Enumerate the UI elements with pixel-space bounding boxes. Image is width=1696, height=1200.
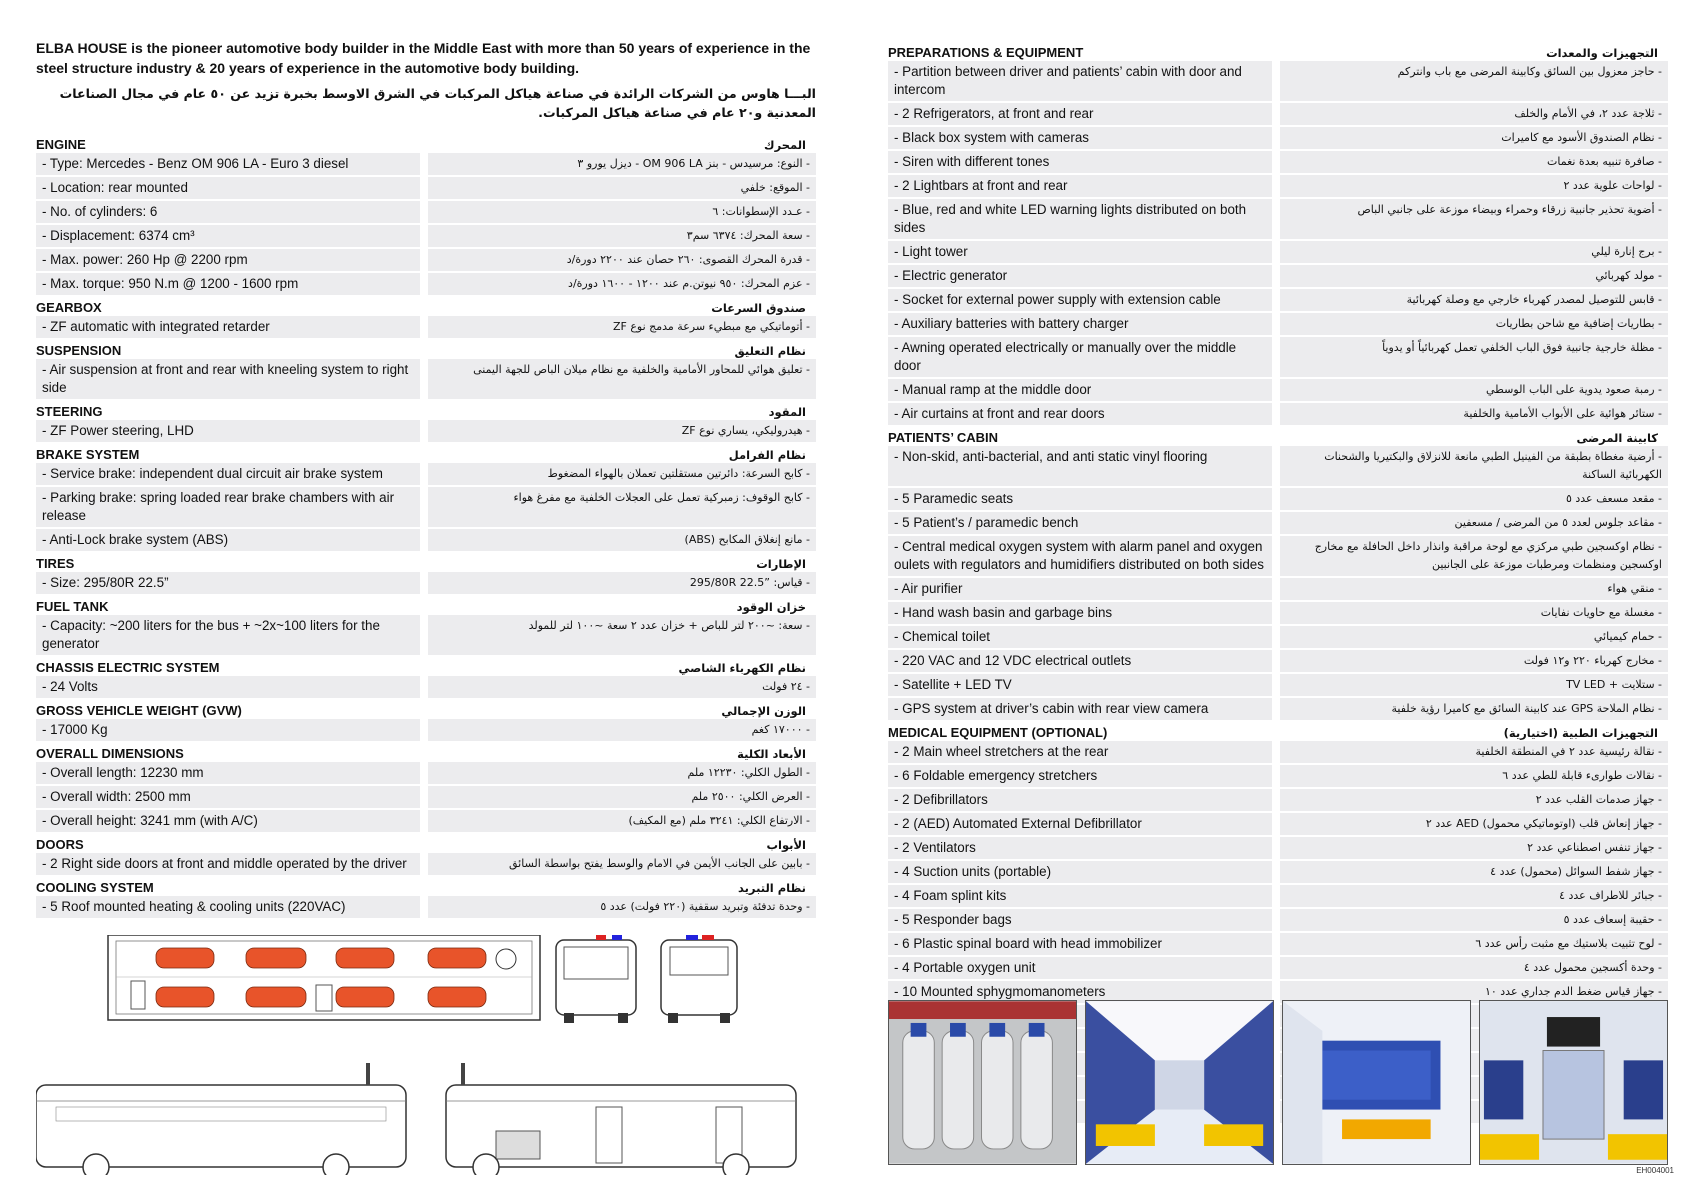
spec-arabic: - حقيبة إسعاف عدد ٥: [1280, 907, 1668, 931]
spec-row: [888, 311, 1668, 335]
spec-row: [888, 149, 1668, 173]
spec-row: [36, 676, 816, 698]
spec-arabic: - وحدة أكسجين محمول عدد ٤: [1280, 955, 1668, 979]
spec-row: [36, 463, 816, 485]
spec-english: - Overall length: 12230 mm: [36, 762, 420, 784]
spec-row: [36, 615, 816, 655]
spec-english: - Capacity: ~200 liters for the bus + ~2x~100 liters for the generator: [36, 615, 420, 655]
spec-row: [36, 223, 816, 247]
spec-english: - Size: 295/80R 22.5”: [36, 572, 420, 594]
spec-english: - 2 Main wheel stretchers at the rear: [888, 741, 1272, 763]
spec-arabic: - بابين على الجانب الأيمن في الامام والوسط يفتح بواسطة السائق: [428, 853, 816, 875]
section-title-english: FUEL TANK: [36, 599, 109, 614]
section-title-arabic: التجهيزات الطبية (اختيارية): [1503, 726, 1658, 740]
right-page: [888, 0, 1674, 1200]
spec-row: [36, 572, 816, 594]
spec-english: - Awning operated electrically or manually over the middle door: [888, 335, 1272, 377]
intro-english: ELBA HOUSE is the pioneer automotive body builder in the Middle East with more than 50 years of experience in the steel structure industry & 20 years of experience in the automotive body building.: [36, 40, 811, 76]
spec-arabic: - قابس للتوصيل لمصدر كهرباء خارجي مع وصلة كهربائية: [1280, 287, 1668, 311]
left-side-view-drawing: [36, 1063, 406, 1175]
spec-arabic: - الموقع: خلفي: [428, 175, 816, 199]
spec-arabic: - أتوماتيكي مع مبطيء سرعة مدمج نوع ZF: [428, 316, 816, 338]
spec-arabic: - لواحات علوية عدد ٢: [1280, 173, 1668, 197]
section-heading: [888, 40, 1668, 61]
spec-english: - 220 VAC and 12 VDC electrical outlets: [888, 648, 1272, 672]
section-heading: [36, 594, 816, 615]
spec-row: [888, 576, 1668, 600]
spec-row: [888, 835, 1668, 859]
section-title-english: BRAKE SYSTEM: [36, 447, 140, 462]
section-title-english: GROSS VEHICLE WEIGHT (GVW): [36, 703, 242, 718]
spec-arabic: - أضوية تحذير جانبية زرقاء وحمراء وبيضاء موزعة على جانبي الباص: [1280, 197, 1668, 239]
spec-row: [888, 672, 1668, 696]
spec-row: [888, 263, 1668, 287]
spec-arabic: - سعة: ~٢٠٠ لتر للباص + خزان عدد ٢ سعة ~١٠٠ لتر للمولد: [428, 615, 816, 655]
spec-english: - Overall width: 2500 mm: [36, 784, 420, 808]
spec-row: [888, 61, 1668, 101]
spec-english: - 2 Lightbars at front and rear: [888, 173, 1272, 197]
section-heading: [888, 720, 1668, 741]
spec-row: [888, 486, 1668, 510]
spec-row: [36, 485, 816, 527]
spec-arabic: - مولد كهربائي: [1280, 263, 1668, 287]
spec-row: [36, 762, 816, 784]
spec-arabic: - جبائر للاطراف عدد ٤: [1280, 883, 1668, 907]
spec-english: - Anti-Lock brake system (ABS): [36, 527, 420, 551]
spec-row: [36, 247, 816, 271]
section-title-english: MEDICAL EQUIPMENT (OPTIONAL): [888, 725, 1108, 740]
spec-arabic: - عزم المحرك: ٩٥٠ نيوتن.م عند ١٢٠٠ - ١٦٠٠ دورة/د: [428, 271, 816, 295]
spec-english: - GPS system at driver’s cabin with rear view camera: [888, 696, 1272, 720]
spec-arabic: - نقالات طوارىء قابلة للطي عدد ٦: [1280, 763, 1668, 787]
spec-english: - 5 Responder bags: [888, 907, 1272, 931]
spec-arabic: - سعة المحرك: ٦٣٧٤ سم٣: [428, 223, 816, 247]
spec-english: - Air purifier: [888, 576, 1272, 600]
spec-row: [36, 316, 816, 338]
section-heading: [36, 875, 816, 896]
front-view-drawing: [556, 935, 636, 1023]
spec-english: - Chemical toilet: [888, 624, 1272, 648]
spec-arabic: - صافرة تنبيه بعدة نغمات: [1280, 149, 1668, 173]
spec-arabic: - نظام الملاحة GPS عند كابينة السائق مع كاميرا رؤية خلفية: [1280, 696, 1668, 720]
spec-english: - 2 Right side doors at front and middle operated by the driver: [36, 853, 420, 875]
spec-arabic: - مخارج كهرباء ٢٢٠ و١٢ فولت: [1280, 648, 1668, 672]
spec-english: - 2 Ventilators: [888, 835, 1272, 859]
spec-english: - Parking brake: spring loaded rear brake chambers with air release: [36, 485, 420, 527]
intro-arabic: البـــا هاوس من الشركات الرائدة في صناعة هياكل المركبات في الشرق الاوسط بخبرة تزيد عن ٥٠ عام في مجال الصناعات المعدنية و٢٠ عام في صناعة هياكل المركبات.: [59, 86, 816, 120]
section-heading: [36, 655, 816, 676]
photo-strip: [888, 1000, 1668, 1165]
spec-english: - 4 Foam splint kits: [888, 883, 1272, 907]
section-title-english: STEERING: [36, 404, 103, 419]
spec-english: - 5 Patient’s / paramedic bench: [888, 510, 1272, 534]
spec-row: [36, 784, 816, 808]
section-heading: [36, 551, 816, 572]
section-heading: [36, 399, 816, 420]
spec-row: [36, 199, 816, 223]
section-title-arabic: الأبعاد الكلية: [737, 747, 806, 761]
spec-arabic: - الارتفاع الكلي: ٣٢٤١ ملم (مع المكيف): [428, 808, 816, 832]
spec-english: - Socket for external power supply with extension cable: [888, 287, 1272, 311]
spec-arabic: - كابح الوقوف: زمبركية تعمل على العجلات الخلفية مع مفرغ هواء: [428, 485, 816, 527]
spec-row: [36, 719, 816, 741]
spec-arabic: - مانع إنغلاق المكابح (ABS): [428, 527, 816, 551]
spec-english: - 5 Roof mounted heating & cooling units (220VAC): [36, 896, 420, 918]
spec-row: [36, 527, 816, 551]
spec-arabic: - قدرة المحرك القصوى: ٢٦٠ حصان عند ٢٢٠٠ دورة/د: [428, 247, 816, 271]
spec-english: - Auxiliary batteries with battery charger: [888, 311, 1272, 335]
spec-english: - 2 (AED) Automated External Defibrillator: [888, 811, 1272, 835]
spec-arabic: - نظام الصندوق الأسود مع كاميرات: [1280, 125, 1668, 149]
spec-arabic: - نقالة رئيسية عدد ٢ في المنطقة الخلفية: [1280, 741, 1668, 763]
spec-arabic: - تعليق هوائي للمحاور الأمامية والخلفية مع نظام ميلان الباص للجهة اليمنى: [428, 359, 816, 399]
section-title-english: COOLING SYSTEM: [36, 880, 154, 895]
spec-english: - Overall height: 3241 mm (with A/C): [36, 808, 420, 832]
section-title-english: OVERALL DIMENSIONS: [36, 746, 184, 761]
section-title-english: TIRES: [36, 556, 75, 571]
bus-rear-cabin-photo: [1479, 1000, 1668, 1165]
spec-arabic: - النوع: مرسيدس - بنز OM 906 LA - ديزل يورو ٣: [428, 153, 816, 175]
spec-row: [36, 153, 816, 175]
bus-interior-seats-photo: [1282, 1000, 1471, 1165]
spec-row: [888, 401, 1668, 425]
section-title-arabic: الأبواب: [766, 838, 806, 852]
section-title-english: PATIENTS’ CABIN: [888, 430, 999, 445]
spec-english: - ZF automatic with integrated retarder: [36, 316, 420, 338]
spec-arabic: - جهاز شفط السوائل (محمول) عدد ٤: [1280, 859, 1668, 883]
spec-row: [888, 741, 1668, 763]
bus-drawings: [36, 935, 816, 1175]
spec-row: [888, 510, 1668, 534]
spec-english: - Hand wash basin and garbage bins: [888, 600, 1272, 624]
spec-english: - Central medical oxygen system with alarm panel and oxygen oulets with regulators and humidifiers distributed on both sides: [888, 534, 1272, 576]
spec-arabic: - مغسلة مع حاويات نفايات: [1280, 600, 1668, 624]
spec-english: - Black box system with cameras: [888, 125, 1272, 149]
spec-arabic: - بطاريات إضافية مع شاحن بطاريات: [1280, 311, 1668, 335]
spec-english: - 10 Mounted sphygmomanometers: [888, 979, 1272, 1003]
left-page: [36, 0, 816, 1200]
spec-english: - 17000 Kg: [36, 719, 420, 741]
spec-row: [888, 534, 1668, 576]
spec-english: - 2 Defibrillators: [888, 787, 1272, 811]
spec-arabic: - نظام اوكسجين طبي مركزي مع لوحة مراقبة وانذار داخل الحافلة مع مخارج اوكسجين ومنظمات ومرطبات موزعة على الجانبين: [1280, 534, 1668, 576]
spec-arabic: - مظلة خارجية جانبية فوق الباب الخلفي تعمل كهربائياً أو يدوياً: [1280, 335, 1668, 377]
spec-english: - Light tower: [888, 239, 1272, 263]
section-heading: [36, 295, 816, 316]
spec-english: - 24 Volts: [36, 676, 420, 698]
spec-english: - 2 Refrigerators, at front and rear: [888, 101, 1272, 125]
section-title-english: SUSPENSION: [36, 343, 122, 358]
spec-row: [888, 883, 1668, 907]
spec-row: [36, 853, 816, 875]
spec-english: - Type: Mercedes - Benz OM 906 LA - Euro 3 diesel: [36, 153, 420, 175]
spec-row: [36, 175, 816, 199]
section-title-english: DOORS: [36, 837, 84, 852]
spec-row: [36, 420, 816, 442]
spec-english: - 6 Foldable emergency stretchers: [888, 763, 1272, 787]
section-title-arabic: المقود: [768, 405, 806, 419]
spec-english: - Partition between driver and patients’ cabin with door and intercom: [888, 61, 1272, 101]
spec-row: [888, 125, 1668, 149]
section-heading: [36, 832, 816, 853]
document-code: EH004001: [1636, 1166, 1674, 1175]
spec-row: [888, 811, 1668, 835]
spec-row: [888, 600, 1668, 624]
section-heading: [888, 425, 1668, 446]
spec-row: [888, 377, 1668, 401]
spec-arabic: - عـدد الإسطوانات: ٦: [428, 199, 816, 223]
spec-arabic: - أرضية مغطاة بطبقة من الفينيل الطبي مانعة للانزلاق والبكتيريا والشحنات الكهربائية الساكنة: [1280, 446, 1668, 486]
spec-arabic: - رمبة صعود يدوية على الباب الوسطي: [1280, 377, 1668, 401]
spec-row: [36, 359, 816, 399]
spec-english: - Displacement: 6374 cm³: [36, 223, 420, 247]
spec-arabic: - وحدة تدفئة وتبريد سقفية (٢٢٠ فولت) عدد ٥: [428, 896, 816, 918]
spec-arabic: - مقاعد جلوس لعدد ٥ من المرضى / مسعفين: [1280, 510, 1668, 534]
spec-arabic: - لوح تثبيت بلاستيك مع مثبت رأس عدد ٦: [1280, 931, 1668, 955]
section-title-arabic: نظام الكهرباء الشاصي: [678, 661, 806, 675]
spec-row: [888, 287, 1668, 311]
section-title-arabic: الوزن الإجمالي: [721, 704, 806, 718]
section-title-arabic: التجهيزات والمعدات: [1546, 46, 1658, 60]
right-side-view-drawing: [446, 1063, 796, 1175]
spec-table-right: [888, 40, 1668, 1123]
section-heading: [36, 741, 816, 762]
spec-row: [36, 271, 816, 295]
plan-view-drawing: [108, 935, 540, 1020]
section-title-arabic: كابينة المرضى: [1576, 431, 1658, 445]
spec-english: - Location: rear mounted: [36, 175, 420, 199]
spec-arabic: - مقعد مسعف عدد ٥: [1280, 486, 1668, 510]
rear-view-drawing: [661, 935, 737, 1023]
spec-row: [888, 696, 1668, 720]
spec-row: [36, 896, 816, 918]
spec-english: - Service brake: independent dual circuit air brake system: [36, 463, 420, 485]
spec-arabic: - حمام كيميائي: [1280, 624, 1668, 648]
spec-english: - Satellite + LED TV: [888, 672, 1272, 696]
spec-table-left: [36, 132, 816, 918]
spec-english: - No. of cylinders: 6: [36, 199, 420, 223]
spec-english: - Air curtains at front and rear doors: [888, 401, 1272, 425]
section-heading: [36, 132, 816, 153]
spec-english: - Air suspension at front and rear with kneeling system to right side: [36, 359, 420, 399]
section-heading: [36, 442, 816, 463]
spec-row: [888, 859, 1668, 883]
spec-english: - 5 Paramedic seats: [888, 486, 1272, 510]
spec-row: [888, 197, 1668, 239]
spec-row: [888, 763, 1668, 787]
spec-english: - 4 Suction units (portable): [888, 859, 1272, 883]
spec-arabic: - حاجز معزول بين السائق وكابينة المرضى مع باب وانتركم: [1280, 61, 1668, 101]
spec-arabic: - منقي هواء: [1280, 576, 1668, 600]
section-title-english: CHASSIS ELECTRIC SYSTEM: [36, 660, 220, 675]
spec-english: - Manual ramp at the middle door: [888, 377, 1272, 401]
section-title-arabic: نظام التعليق: [734, 344, 806, 358]
spec-row: [888, 239, 1668, 263]
spec-row: [888, 446, 1668, 486]
oxygen-cylinders-photo: [888, 1000, 1077, 1165]
spec-arabic: - الطول الكلي: ١٢٢٣٠ ملم: [428, 762, 816, 784]
spec-arabic: - ١٧٠٠٠ كغم: [428, 719, 816, 741]
section-title-english: ENGINE: [36, 137, 86, 152]
spec-row: [888, 101, 1668, 125]
spec-english: - Siren with different tones: [888, 149, 1272, 173]
spec-arabic: - هيدروليكي، يساري نوع ZF: [428, 420, 816, 442]
spec-arabic: - قياس: ”295/80R 22.5: [428, 572, 816, 594]
spec-english: - Electric generator: [888, 263, 1272, 287]
section-title-arabic: نظام التبريد: [737, 881, 806, 895]
spec-english: - 6 Plastic spinal board with head immobilizer: [888, 931, 1272, 955]
spec-english: - Non-skid, anti-bacterial, and anti static vinyl flooring: [888, 446, 1272, 486]
section-heading: [36, 338, 816, 359]
spec-english: - 4 Portable oxygen unit: [888, 955, 1272, 979]
section-title-arabic: الإطارات: [756, 557, 806, 571]
spec-english: - Max. power: 260 Hp @ 2200 rpm: [36, 247, 420, 271]
spec-arabic: - ستلايت + TV LED: [1280, 672, 1668, 696]
section-title-arabic: المحرك: [764, 138, 806, 152]
spec-row: [888, 624, 1668, 648]
spec-row: [888, 787, 1668, 811]
spec-arabic: - جهاز إنعاش قلب (اوتوماتيكي محمول) AED عدد ٢: [1280, 811, 1668, 835]
spec-row: [888, 335, 1668, 377]
spec-arabic: - جهاز تنفس اصطناعي عدد ٢: [1280, 835, 1668, 859]
section-title-english: GEARBOX: [36, 300, 102, 315]
spec-row: [888, 931, 1668, 955]
spec-row: [36, 808, 816, 832]
spec-english: - Blue, red and white LED warning lights distributed on both sides: [888, 197, 1272, 239]
spec-arabic: - كابح السرعة: دائرتين مستقلتين تعملان بالهواء المضغوط: [428, 463, 816, 485]
spec-arabic: - ثلاجة عدد ٢، في الأمام والخلف: [1280, 101, 1668, 125]
spec-english: - Max. torque: 950 N.m @ 1200 - 1600 rpm: [36, 271, 420, 295]
spec-arabic: - ستائر هوائية على الأبواب الأمامية والخلفية: [1280, 401, 1668, 425]
spec-arabic: - برج إنارة ليلي: [1280, 239, 1668, 263]
spec-arabic: - ٢٤ فولت: [428, 676, 816, 698]
section-title-arabic: خزان الوقود: [736, 600, 806, 614]
section-heading: [36, 698, 816, 719]
spec-row: [888, 173, 1668, 197]
section-title-english: PREPARATIONS & EQUIPMENT: [888, 45, 1084, 60]
spec-row: [888, 907, 1668, 931]
spec-english: - ZF Power steering, LHD: [36, 420, 420, 442]
spec-arabic: - العرض الكلي: ٢٥٠٠ ملم: [428, 784, 816, 808]
spec-arabic: - جهاز قياس ضغط الدم جداري عدد ١٠: [1280, 979, 1668, 1003]
spec-row: [888, 955, 1668, 979]
spec-arabic: - جهاز صدمات القلب عدد ٢: [1280, 787, 1668, 811]
section-title-arabic: نظام الفرامل: [728, 448, 806, 462]
section-title-arabic: صندوق السرعات: [711, 301, 806, 315]
spec-row: [888, 648, 1668, 672]
bus-interior-photo: [1085, 1000, 1274, 1165]
